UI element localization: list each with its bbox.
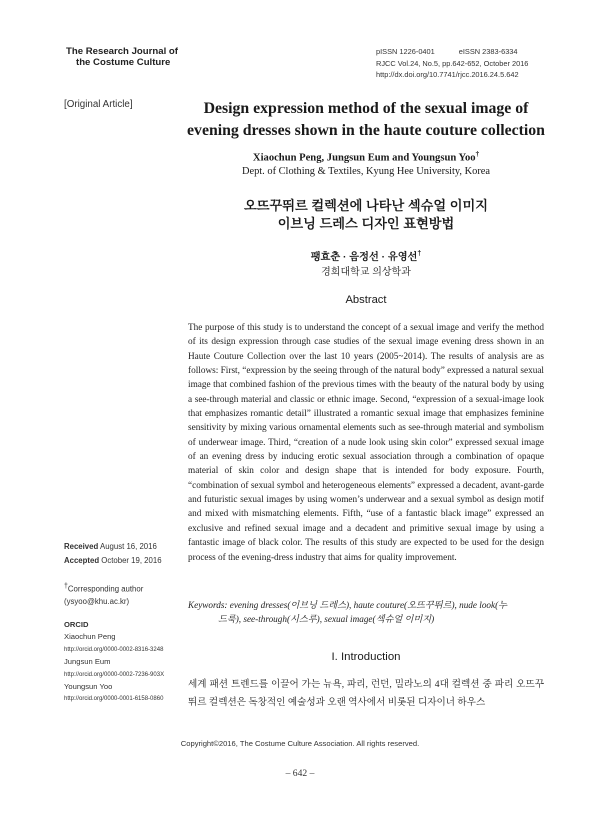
orcid-name: Jungsun Eum [64,657,111,667]
section-heading-introduction: I. Introduction [331,651,401,663]
orcid-link[interactable]: http://orcid.org/0000-0001-6158-0860 [64,696,164,703]
author-affiliation: Dept. of Clothing & Textiles, Kyung Hee University, Korea [241,166,491,177]
author-list [180,150,552,164]
orcid-link[interactable]: http://orcid.org/0000-0002-8316-3248 [64,646,164,653]
received-date: August 16, 2016 [100,542,157,551]
orcid-heading: ORCID [64,620,89,629]
corresponding-email[interactable]: (ysyoo@khu.ac.kr) [64,597,130,607]
author-names: Xiaochun Peng, Jungsun Eum and Youngsun Yoo [252,152,476,164]
korean-author-names: 팽효춘 · 음정선 · 유영선 [310,252,418,263]
received-label: Received [64,542,99,551]
citation: RJCC Vol.24, No.5, pp.642-652, October 2016 [376,58,529,68]
korean-title-line2: 이브닝 드레스 디자인 표현방법 [277,216,455,231]
abstract-body: The purpose of this study is to understand the concept of a sexual image and verify the method of its design expression through case studies of the sexual image evening dress shown in an Haute Couture Collection over the last 10 years (2005~2014). The results of analysis are as follows: First, “expression by the seeing through of the natural body” expressed a natural sexual image that combined fashion of the previous times with the beauty of the natural body by using a see-through material and classic or ethnic image. Second, “expression of a sexual-image look that emphasizes romantic detail” illustrated a romantic sexual image that emphasizes feminine sensitivity by mixing various ornamental elements such as see-through material and symbolism of underwear image. Third, “creation of a nude look using skin color” expressed sexual image of an evening dress by inducing erotic sexual association through a combination of opaque material of skin color and design shape that is intended for body exposure. Fourth, “combination of sexual symbol and heterogeneous elements” expressed a decadent, avant-garde and futuristic sexual images by using women’s underwear and a sexual symbol as design motif and mixed with mismatching elements. Fifth, “use of a fantastic black image” expressed an exclusive and refined sexual image and a decadent and primitive sexual image by using a fantastic image of black color. The results of this study are expected to be used for the design process of the evening-dress industry that aims for quality improvement. [188,323,544,563]
article-dates [64,540,162,568]
orcid-name: Youngsun Yoo [64,682,113,692]
orcid-link[interactable]: http://orcid.org/0000-0002-7236-903X [64,671,165,678]
keywords [188,599,544,626]
doi-link[interactable]: http://dx.doi.org/10.7741/rjcc.2016.24.5.642 [376,70,519,79]
issn-block [376,46,528,81]
keywords-line2: 드룩), see-through(시스루), sexual image(섹슈얼 이미지) [218,613,435,624]
journal-name [66,46,178,68]
accepted-date: October 19, 2016 [101,556,162,565]
journal-name-line2: the Costume Culture [76,57,171,68]
orcid-name: Xiaochun Peng [64,632,116,642]
keywords-line1: Keywords: evening dresses(이브닝 드레스), haute couture(오뜨꾸뛰르), nude look(누 [188,600,508,610]
corresponding-author [64,581,143,609]
page-number: – 642 – [285,768,315,779]
copyright-notice: Copyright©2016, The Costume Culture Association. All rights reserved. [180,739,420,748]
orcid-block [64,619,164,706]
korean-author-list [180,248,552,263]
eissn: eISSN 2383-6334 [458,47,518,56]
introduction-body: 세계 패션 트렌드를 이끌어 가는 뉴욕, 파리, 런던, 밀라노의 4대 컬렉션 중 파리 오뜨꾸뛰르 컬렉션은 독창적인 예술성과 오랜 역사에서 비롯된 디자이너 하우스 [188,679,544,708]
journal-name-line1: The Research Journal of [66,46,178,57]
corresponding-author-mark: † [64,583,68,590]
pissn: pISSN 1226-0401 [376,47,435,56]
korean-corresponding-mark: † [417,250,422,258]
article-type-label: [Original Article] [64,99,133,110]
korean-affiliation: 경희대학교 의상학과 [321,267,411,278]
korean-title [180,197,552,233]
paper-title: Design expression method of the sexual image of evening dresses shown in the haute couture collection [187,100,545,139]
abstract-heading: Abstract [345,294,387,306]
corresponding-author-label: Corresponding author [67,584,144,594]
accepted-label: Accepted [64,556,100,565]
corresponding-mark: † [475,150,480,158]
korean-title-line1: 오뜨꾸뛰르 컬렉션에 나타난 섹슈얼 이미지 [244,198,488,213]
